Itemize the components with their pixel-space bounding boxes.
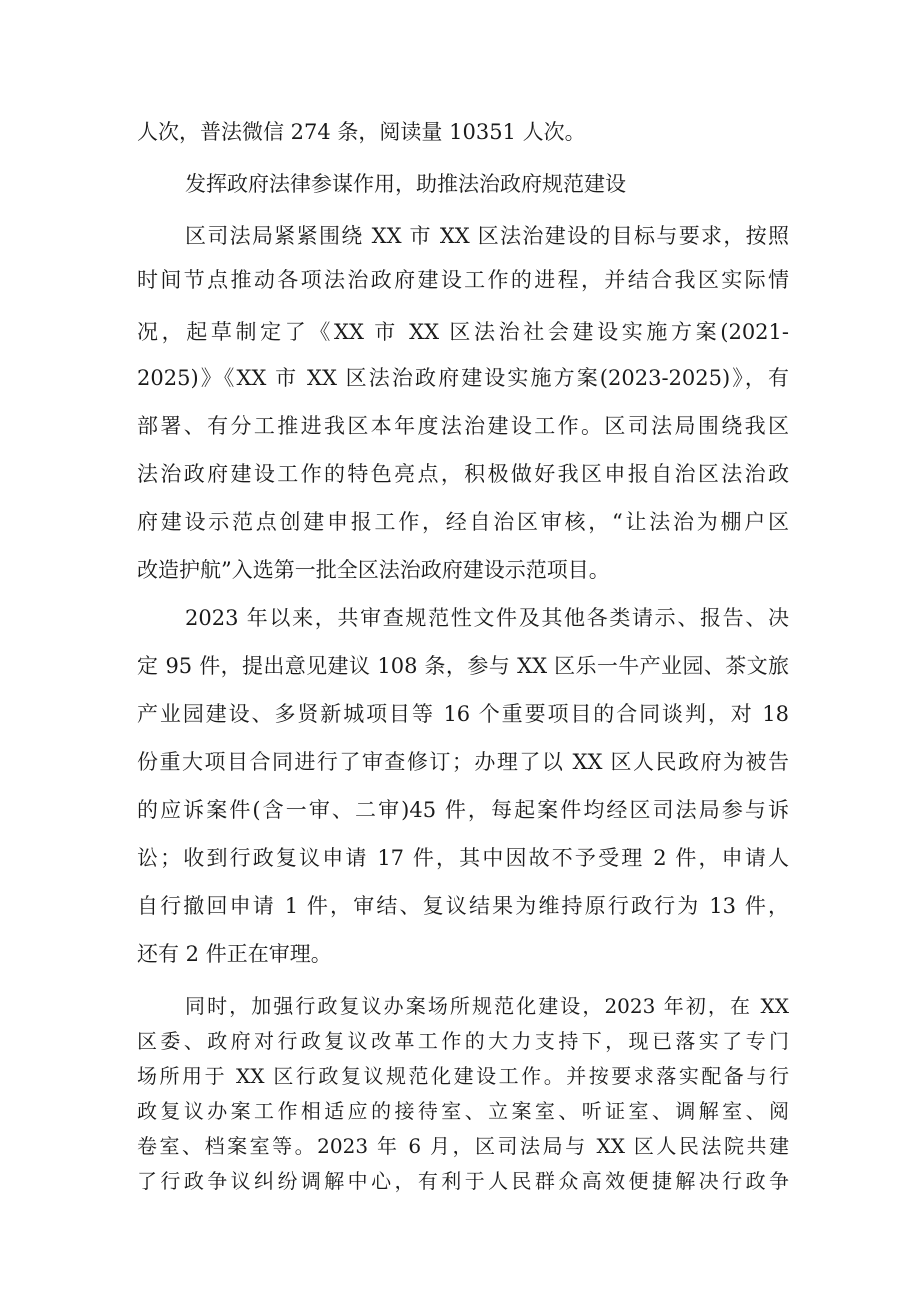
text-line: 府建设示范点创建申报工作，经自治区审核，“让法治为棚户区 — [137, 510, 789, 534]
text-line: 的应诉案件(含一审、二审)45 件，每起案件均经区司法局参与诉 — [137, 798, 789, 822]
text-line: 人次，普法微信 274 条，阅读量 10351 人次。 — [137, 120, 586, 144]
text-line: 区委、政府对行政复议改革工作的大力支持下，现已落实了专门 — [137, 1029, 789, 1053]
text-line: 自行撤回申请 1 件，审结、复议结果为维持原行政行为 13 件， — [137, 894, 789, 918]
text-line: 政复议办案工作相适应的接待室、立案室、听证室、调解室、阅 — [137, 1099, 789, 1123]
text-line: 况，起草制定了《XX 市 XX 区法治社会建设实施方案(2021- — [137, 320, 789, 344]
text-line: 定 95 件，提出意见建议 108 条，参与 XX 区乐一牛产业园、茶文旅 — [137, 654, 789, 678]
text-line: 部署、有分工推进我区本年度法治建设工作。区司法局围绕我区 — [137, 414, 789, 438]
text-line: 份重大项目合同进行了审查修订；办理了以 XX 区人民政府为被告 — [137, 750, 789, 774]
text-line: 还有 2 件正在审理。 — [137, 942, 332, 966]
text-line: 区司法局紧紧围绕 XX 市 XX 区法治建设的目标与要求，按照 — [185, 224, 789, 248]
text-line: 产业园建设、多贤新城项目等 16 个重要项目的合同谈判，对 18 — [137, 702, 789, 726]
text-line: 了行政争议纠纷调解中心，有利于人民群众高效便捷解决行政争 — [137, 1169, 789, 1193]
text-line: 2023 年以来，共审查规范性文件及其他各类请示、报告、决 — [185, 606, 789, 630]
text-line: 时间节点推动各项法治政府建设工作的进程，并结合我区实际情 — [137, 268, 789, 292]
text-line: 同时，加强行政复议办案场所规范化建设，2023 年初，在 XX — [185, 994, 789, 1018]
section-heading: 发挥政府法律参谋作用，助推法治政府规范建设 — [185, 172, 626, 196]
text-line: 卷室、档案室等。2023 年 6 月，区司法局与 XX 区人民法院共建 — [137, 1134, 789, 1158]
text-line: 改造护航”入选第一批全区法治政府建设示范项目。 — [137, 558, 610, 582]
text-line: 场所用于 XX 区行政复议规范化建设工作。并按要求落实配备与行 — [137, 1064, 789, 1088]
text-line: 法治政府建设工作的特色亮点，积极做好我区申报自治区法治政 — [137, 462, 789, 486]
text-line: 讼；收到行政复议申请 17 件，其中因故不予受理 2 件，申请人 — [137, 846, 789, 870]
text-line: 2025)》《XX 市 XX 区法治政府建设实施方案(2023-2025)》，有 — [137, 366, 789, 390]
